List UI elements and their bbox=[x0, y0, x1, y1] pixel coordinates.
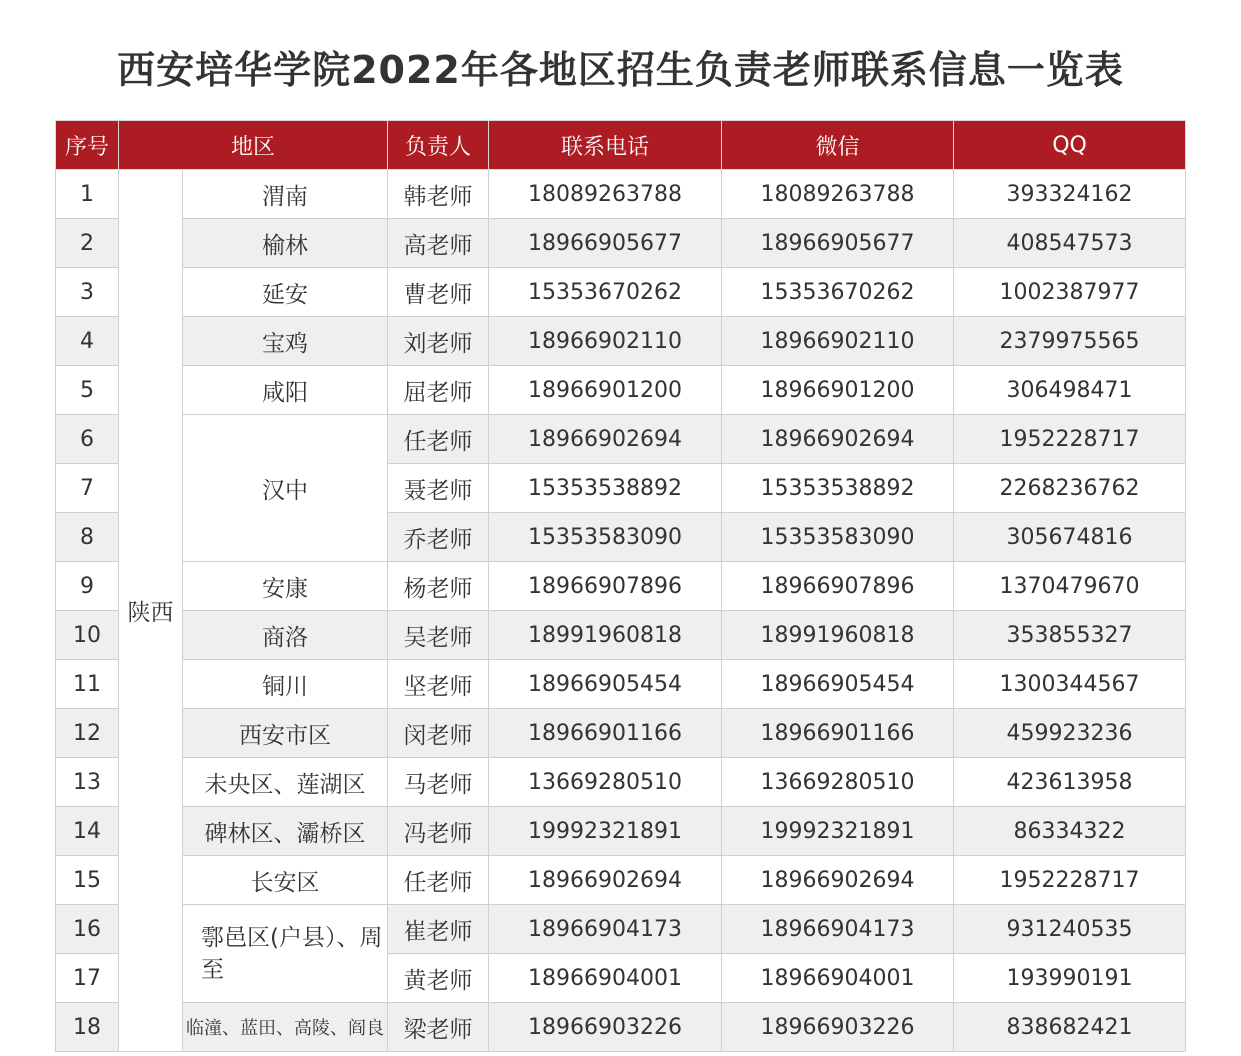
qq-cell: 423613958 bbox=[954, 758, 1186, 807]
qq-cell: 353855327 bbox=[954, 611, 1186, 660]
table-row bbox=[56, 219, 1186, 268]
province-cell: 陕西 bbox=[119, 170, 183, 1052]
phone-cell: 18966901200 bbox=[489, 366, 722, 415]
qq-cell: 193990191 bbox=[954, 954, 1186, 1003]
phone-cell: 18966902694 bbox=[489, 856, 722, 905]
qq-cell: 2268236762 bbox=[954, 464, 1186, 513]
wechat-cell: 18966905677 bbox=[722, 219, 954, 268]
table-row bbox=[56, 758, 1186, 807]
row-seq: 3 bbox=[56, 268, 119, 317]
phone-cell: 18966903226 bbox=[489, 1003, 722, 1052]
row-seq: 14 bbox=[56, 807, 119, 856]
qq-cell: 306498471 bbox=[954, 366, 1186, 415]
region-cell: 安康 bbox=[183, 562, 388, 611]
region-cell: 铜川 bbox=[183, 660, 388, 709]
wechat-cell: 15353583090 bbox=[722, 513, 954, 562]
header-person: 负责人 bbox=[388, 121, 489, 170]
header-phone: 联系电话 bbox=[489, 121, 722, 170]
region-cell: 西安市区 bbox=[183, 709, 388, 758]
phone-cell: 19992321891 bbox=[489, 807, 722, 856]
region-cell: 汉中 bbox=[183, 415, 388, 562]
qq-cell: 1300344567 bbox=[954, 660, 1186, 709]
person-cell: 曹老师 bbox=[388, 268, 489, 317]
phone-cell: 18966904001 bbox=[489, 954, 722, 1003]
region-cell: 延安 bbox=[183, 268, 388, 317]
table-row bbox=[56, 366, 1186, 415]
row-seq: 4 bbox=[56, 317, 119, 366]
table-row bbox=[56, 660, 1186, 709]
table-row bbox=[56, 415, 1186, 464]
person-cell: 杨老师 bbox=[388, 562, 489, 611]
person-cell: 屈老师 bbox=[388, 366, 489, 415]
region-cell: 碑林区、灞桥区 bbox=[183, 807, 388, 856]
phone-cell: 18966901166 bbox=[489, 709, 722, 758]
phone-cell: 18089263788 bbox=[489, 170, 722, 219]
phone-cell: 18966905454 bbox=[489, 660, 722, 709]
region-cell: 宝鸡 bbox=[183, 317, 388, 366]
wechat-cell: 18966902694 bbox=[722, 856, 954, 905]
wechat-cell: 18966904001 bbox=[722, 954, 954, 1003]
table-row bbox=[56, 1003, 1186, 1052]
table-row bbox=[56, 856, 1186, 905]
contact-table bbox=[55, 120, 1186, 1052]
qq-cell: 459923236 bbox=[954, 709, 1186, 758]
phone-cell: 18966902110 bbox=[489, 317, 722, 366]
row-seq: 11 bbox=[56, 660, 119, 709]
phone-cell: 18966904173 bbox=[489, 905, 722, 954]
phone-cell: 18966907896 bbox=[489, 562, 722, 611]
table-row bbox=[56, 317, 1186, 366]
row-seq: 17 bbox=[56, 954, 119, 1003]
header-region: 地区 bbox=[119, 121, 388, 170]
person-cell: 梁老师 bbox=[388, 1003, 489, 1052]
person-cell: 高老师 bbox=[388, 219, 489, 268]
person-cell: 刘老师 bbox=[388, 317, 489, 366]
person-cell: 聂老师 bbox=[388, 464, 489, 513]
person-cell: 乔老师 bbox=[388, 513, 489, 562]
row-seq: 7 bbox=[56, 464, 119, 513]
qq-cell: 1952228717 bbox=[954, 856, 1186, 905]
row-seq: 10 bbox=[56, 611, 119, 660]
person-cell: 马老师 bbox=[388, 758, 489, 807]
person-cell: 冯老师 bbox=[388, 807, 489, 856]
phone-cell: 13669280510 bbox=[489, 758, 722, 807]
wechat-cell: 18966902110 bbox=[722, 317, 954, 366]
wechat-cell: 18089263788 bbox=[722, 170, 954, 219]
person-cell: 坚老师 bbox=[388, 660, 489, 709]
person-cell: 任老师 bbox=[388, 415, 489, 464]
person-cell: 吴老师 bbox=[388, 611, 489, 660]
person-cell: 崔老师 bbox=[388, 905, 489, 954]
wechat-cell: 18991960818 bbox=[722, 611, 954, 660]
row-seq: 8 bbox=[56, 513, 119, 562]
table-row bbox=[56, 709, 1186, 758]
table-row bbox=[56, 170, 1186, 219]
table-row bbox=[56, 905, 1186, 954]
wechat-cell: 18966904173 bbox=[722, 905, 954, 954]
qq-cell: 2379975565 bbox=[954, 317, 1186, 366]
qq-cell: 393324162 bbox=[954, 170, 1186, 219]
row-seq: 9 bbox=[56, 562, 119, 611]
region-cell: 未央区、莲湖区 bbox=[183, 758, 388, 807]
qq-cell: 305674816 bbox=[954, 513, 1186, 562]
phone-cell: 18966902694 bbox=[489, 415, 722, 464]
row-seq: 18 bbox=[56, 1003, 119, 1052]
wechat-cell: 18966903226 bbox=[722, 1003, 954, 1052]
phone-cell: 15353583090 bbox=[489, 513, 722, 562]
qq-cell: 838682421 bbox=[954, 1003, 1186, 1052]
qq-cell: 1370479670 bbox=[954, 562, 1186, 611]
qq-cell: 86334322 bbox=[954, 807, 1186, 856]
header-qq: QQ bbox=[954, 121, 1186, 170]
page-title: 西安培华学院2022年各地区招生负责老师联系信息一览表 bbox=[117, 48, 1124, 92]
header-seq: 序号 bbox=[56, 121, 119, 170]
region-cell: 咸阳 bbox=[183, 366, 388, 415]
region-cell: 榆林 bbox=[183, 219, 388, 268]
row-seq: 1 bbox=[56, 170, 119, 219]
wechat-cell: 15353670262 bbox=[722, 268, 954, 317]
person-cell: 闵老师 bbox=[388, 709, 489, 758]
wechat-cell: 15353538892 bbox=[722, 464, 954, 513]
person-cell: 韩老师 bbox=[388, 170, 489, 219]
header-row bbox=[56, 121, 1186, 170]
row-seq: 2 bbox=[56, 219, 119, 268]
wechat-cell: 19992321891 bbox=[722, 807, 954, 856]
qq-cell: 408547573 bbox=[954, 219, 1186, 268]
phone-cell: 15353670262 bbox=[489, 268, 722, 317]
wechat-cell: 18966901166 bbox=[722, 709, 954, 758]
region-cell: 渭南 bbox=[183, 170, 388, 219]
row-seq: 6 bbox=[56, 415, 119, 464]
table-row bbox=[56, 268, 1186, 317]
row-seq: 15 bbox=[56, 856, 119, 905]
header-wechat: 微信 bbox=[722, 121, 954, 170]
person-cell: 黄老师 bbox=[388, 954, 489, 1003]
row-seq: 5 bbox=[56, 366, 119, 415]
row-seq: 13 bbox=[56, 758, 119, 807]
wechat-cell: 18966905454 bbox=[722, 660, 954, 709]
wechat-cell: 18966902694 bbox=[722, 415, 954, 464]
region-cell: 临潼、蓝田、高陵、阎良 bbox=[183, 1003, 388, 1052]
qq-cell: 1002387977 bbox=[954, 268, 1186, 317]
phone-cell: 18991960818 bbox=[489, 611, 722, 660]
table-row bbox=[56, 807, 1186, 856]
table-row bbox=[56, 611, 1186, 660]
phone-cell: 15353538892 bbox=[489, 464, 722, 513]
region-cell: 长安区 bbox=[183, 856, 388, 905]
qq-cell: 931240535 bbox=[954, 905, 1186, 954]
region-cell: 鄠邑区(户县）、周至 bbox=[183, 905, 388, 1003]
row-seq: 12 bbox=[56, 709, 119, 758]
wechat-cell: 18966907896 bbox=[722, 562, 954, 611]
row-seq: 16 bbox=[56, 905, 119, 954]
wechat-cell: 13669280510 bbox=[722, 758, 954, 807]
region-cell: 商洛 bbox=[183, 611, 388, 660]
table-row bbox=[56, 562, 1186, 611]
wechat-cell: 18966901200 bbox=[722, 366, 954, 415]
qq-cell: 1952228717 bbox=[954, 415, 1186, 464]
person-cell: 任老师 bbox=[388, 856, 489, 905]
phone-cell: 18966905677 bbox=[489, 219, 722, 268]
